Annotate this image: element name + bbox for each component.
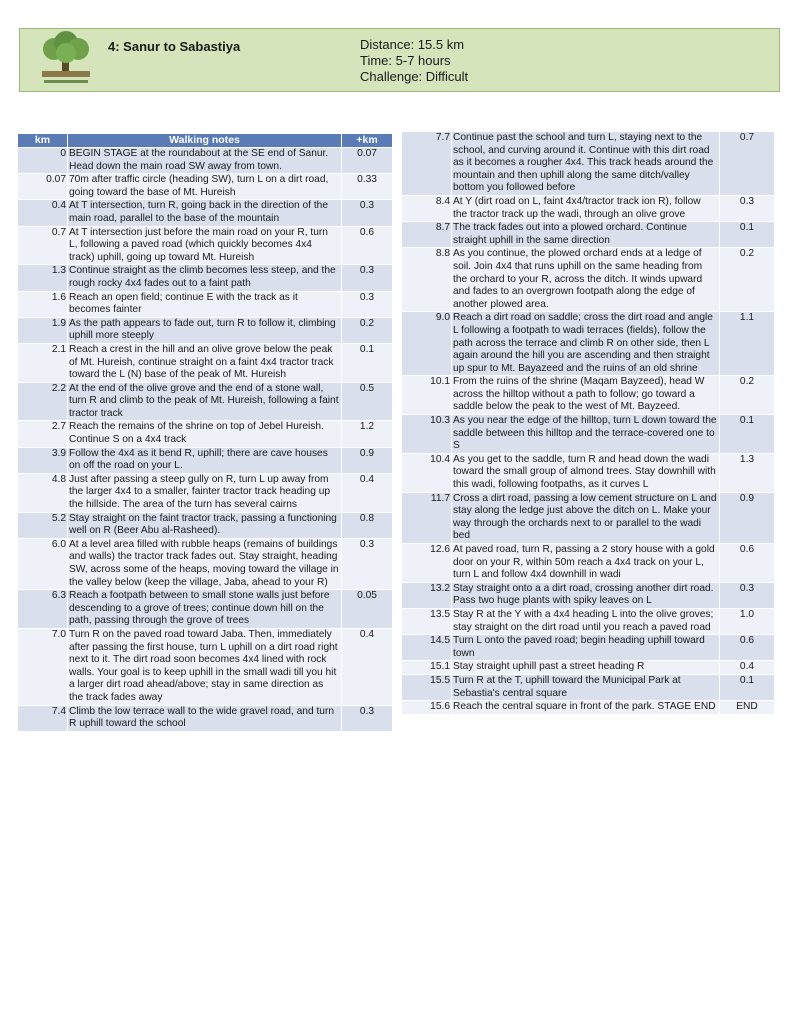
- km-cell: 1.6: [18, 291, 68, 317]
- note-cell: Reach a dirt road on saddle; cross the dirt road and angle L following a footpath to wadi terraces (fields), follow the path across the terrace and climb R on other side, then L again around the hill you are ascending and then straight up spur to Mt. Bayazeed and the ruins of an old shrine: [452, 312, 720, 376]
- table-row: [18, 343, 393, 382]
- table-row: [18, 421, 393, 447]
- walking-notes-table-left: [17, 133, 393, 732]
- note-cell: Reach a crest in the hill and an olive grove below the peak of Mt. Hureish, continue straight on a faint 4x4 tractor track toward the L (N) base of the peak of Mt. Hureish: [68, 343, 342, 382]
- note-cell: Continue straight as the climb becomes less steep, and the rough rocky 4x4 fades out to a faint path: [68, 265, 342, 291]
- plus-km-cell: 1.1: [720, 312, 775, 376]
- km-cell: 7.0: [18, 628, 68, 705]
- plus-km-cell: 0.1: [342, 343, 393, 382]
- plus-km-cell: 0.6: [720, 635, 775, 661]
- table-row: [18, 447, 393, 473]
- table-row: [18, 628, 393, 705]
- note-cell: At the end of the olive grove and the end of a stone wall, turn R and climb to the peak of Mt. Hureish, following a faint tractor track: [68, 382, 342, 421]
- note-cell: Continue past the school and turn L, staying next to the school, and curving around it. Continue with this dirt road as it becomes a rougher 4x4. This track heads around the mountain and then uphill along the same ditch/valley bottom you followed before: [452, 132, 720, 196]
- table-row: [18, 265, 393, 291]
- note-cell: At paved road, turn R, passing a 2 story house with a gold door on your R, within 50m reach a 4x4 track on your L, turn L and follow 4x4 downhill in wadi: [452, 544, 720, 583]
- table-row: [402, 608, 775, 634]
- plus-km-cell: 0.1: [720, 222, 775, 248]
- table-row: [402, 453, 775, 492]
- note-cell: Turn L onto the paved road; begin heading uphill toward town: [452, 635, 720, 661]
- km-cell: 15.1: [402, 661, 452, 675]
- walking-notes-table-right: [401, 131, 775, 715]
- note-cell: Turn R on the paved road toward Jaba. Then, immediately after passing the first house, turn L uphill on a dirt road right next to it. The dirt road soon becomes 4x4 lined with rock walls. Your goal is to keep uphill in the small wadi till you hit a larger dirt road ahead/above; stay in same direction as the track fades away: [68, 628, 342, 705]
- km-cell: 8.4: [402, 195, 452, 221]
- table-row: [402, 415, 775, 454]
- note-cell: Reach the remains of the shrine on top of Jebel Hureish. Continue S on a 4x4 track: [68, 421, 342, 447]
- plus-km-cell: 1.3: [720, 453, 775, 492]
- km-cell: 15.5: [402, 674, 452, 700]
- plus-km-cell: 0.3: [720, 195, 775, 221]
- table-row: [18, 705, 393, 731]
- plus-km-cell: 0.1: [720, 415, 775, 454]
- plus-km-cell: 0.33: [342, 174, 393, 200]
- table-row: [402, 701, 775, 715]
- note-cell: 70m after traffic circle (heading SW), turn L on a dirt road, going toward the base of Mt. Hureish: [68, 174, 342, 200]
- km-cell: 8.7: [402, 222, 452, 248]
- plus-km-cell: 0.7: [720, 132, 775, 196]
- km-cell: 12.6: [402, 544, 452, 583]
- plus-km-cell: 0.6: [342, 226, 393, 265]
- distance-text: Distance: 15.5 km: [360, 37, 465, 52]
- note-cell: Stay straight onto a a dirt road, crossing another dirt road. Pass two huge plants with spiky leaves on L: [452, 582, 720, 608]
- notes-header: Walking notes: [68, 134, 342, 148]
- plus-km-cell: END: [720, 701, 775, 715]
- note-cell: As you get to the saddle, turn R and head down the wadi toward the small group of almond trees. Stay downhill with this wadi, following footpaths, as it curves L: [452, 453, 720, 492]
- table-row: [402, 661, 775, 675]
- km-cell: 7.4: [18, 705, 68, 731]
- km-cell: 4.8: [18, 473, 68, 512]
- table-row: [402, 312, 775, 376]
- km-cell: 7.7: [402, 132, 452, 196]
- table-row: [402, 582, 775, 608]
- plus-km-cell: 0.3: [342, 200, 393, 226]
- km-cell: 0.07: [18, 174, 68, 200]
- km-cell: 2.2: [18, 382, 68, 421]
- plus-km-header: +km: [342, 134, 393, 148]
- table-row: [402, 544, 775, 583]
- plus-km-cell: 0.3: [342, 265, 393, 291]
- plus-km-cell: 0.2: [720, 376, 775, 415]
- km-cell: 0.7: [18, 226, 68, 265]
- plus-km-cell: 0.2: [720, 248, 775, 312]
- km-header: km: [18, 134, 68, 148]
- note-cell: Climb the low terrace wall to the wide gravel road, and turn R uphill toward the school: [68, 705, 342, 731]
- plus-km-cell: 0.05: [342, 590, 393, 629]
- note-cell: As you continue, the plowed orchard ends at a ledge of soil. Join 4x4 that runs uphill on the same heading from the orchard to your R, across the ditch. It winds upward and fades to an overgrown footpath along the edge of another plowed area.: [452, 248, 720, 312]
- plus-km-cell: 0.4: [342, 628, 393, 705]
- note-cell: At T intersection, turn R, going back in the direction of the main road, parallel to the base of the mountain: [68, 200, 342, 226]
- table-row: [402, 222, 775, 248]
- plus-km-cell: 0.3: [342, 705, 393, 731]
- km-cell: 2.1: [18, 343, 68, 382]
- note-cell: Reach the central square in front of the park. STAGE END: [452, 701, 720, 715]
- km-cell: 10.3: [402, 415, 452, 454]
- table-row: [18, 226, 393, 265]
- plus-km-cell: 0.5: [342, 382, 393, 421]
- note-cell: Just after passing a steep gully on R, turn L up away from the larger 4x4 to a smaller, fainter tractor track heading up the hillside. The area of the turn has several cairns: [68, 473, 342, 512]
- plus-km-cell: 0.9: [720, 492, 775, 543]
- km-cell: 8.8: [402, 248, 452, 312]
- note-cell: From the ruins of the shrine (Maqam Bayzeed), head W across the hilltop without a path to follow; go toward a saddle below the peak to the west of Mt. Bayzeed.: [452, 376, 720, 415]
- plus-km-cell: 0.2: [342, 317, 393, 343]
- table-row: [18, 291, 393, 317]
- table-row: [402, 195, 775, 221]
- km-cell: 5.2: [18, 512, 68, 538]
- plus-km-cell: 0.9: [342, 447, 393, 473]
- km-cell: 14.5: [402, 635, 452, 661]
- table-row: [18, 382, 393, 421]
- plus-km-cell: 0.6: [720, 544, 775, 583]
- km-cell: 6.3: [18, 590, 68, 629]
- km-cell: 9.0: [402, 312, 452, 376]
- table-row: [18, 512, 393, 538]
- stage-header: [19, 28, 780, 92]
- table-row: [18, 174, 393, 200]
- km-cell: 13.5: [402, 608, 452, 634]
- km-cell: 2.7: [18, 421, 68, 447]
- note-cell: At Y (dirt road on L, faint 4x4/tractor track ion R), follow the tractor track up the wadi, through an olive grove: [452, 195, 720, 221]
- note-cell: Turn R at the T, uphill toward the Municipal Park at Sebastia's central square: [452, 674, 720, 700]
- table-row: [402, 492, 775, 543]
- table-row: [402, 376, 775, 415]
- plus-km-cell: 0.07: [342, 148, 393, 174]
- note-cell: Cross a dirt road, passing a low cement structure on L and stay along the ledge just above the ditch on L. Make your way through the orchards next to or parallel to the wadi bed: [452, 492, 720, 543]
- table-row: [18, 200, 393, 226]
- table-row: [18, 590, 393, 629]
- stage-stats: [360, 37, 468, 85]
- km-cell: 1.9: [18, 317, 68, 343]
- note-cell: BEGIN STAGE at the roundabout at the SE end of Sanur. Head down the main road SW away from town.: [68, 148, 342, 174]
- plus-km-cell: 0.3: [342, 538, 393, 589]
- km-cell: 0.4: [18, 200, 68, 226]
- note-cell: Stay straight uphill past a street heading R: [452, 661, 720, 675]
- table-row: [18, 317, 393, 343]
- km-cell: 11.7: [402, 492, 452, 543]
- note-cell: Follow the 4x4 as it bend R, uphill; there are cave houses on off the road on your L.: [68, 447, 342, 473]
- km-cell: 10.1: [402, 376, 452, 415]
- challenge-text: Challenge: Difficult: [360, 69, 469, 84]
- km-cell: 10.4: [402, 453, 452, 492]
- note-cell: At a level area filled with rubble heaps (remains of buildings and walls) the tractor track fades out. Stay straight, heading SW, across some of the heaps, moving toward the village in the valley below (keep the village, Jaba, ahead to your R): [68, 538, 342, 589]
- note-cell: At T intersection just before the main road on your R, turn L, following a paved road (which quickly becomes 4x4 track) uphill, going up toward Mt. Hureish: [68, 226, 342, 265]
- plus-km-cell: 0.8: [342, 512, 393, 538]
- stage-title: 4: Sanur to Sabastiya: [108, 39, 241, 54]
- table-row: [18, 538, 393, 589]
- note-cell: Reach an open field; continue E with the track as it becomes fainter: [68, 291, 342, 317]
- plus-km-cell: 1.2: [342, 421, 393, 447]
- note-cell: As you near the edge of the hilltop, turn L down toward the saddle between this hilltop and the terrace-covered one to S: [452, 415, 720, 454]
- km-cell: 1.3: [18, 265, 68, 291]
- note-cell: The track fades out into a plowed orchard. Continue straight uphill in the same direction: [452, 222, 720, 248]
- km-cell: 15.6: [402, 701, 452, 715]
- table-row: [402, 674, 775, 700]
- plus-km-cell: 0.1: [720, 674, 775, 700]
- note-cell: Reach a footpath between to small stone walls just before descending to a grove of trees; continue down hill on the path, passing through the grove of trees: [68, 590, 342, 629]
- note-cell: Stay R at the Y with a 4x4 heading L into the olive groves; stay straight on the dirt road until you reach a paved road: [452, 608, 720, 634]
- km-cell: 13.2: [402, 582, 452, 608]
- table-row: [18, 473, 393, 512]
- km-cell: 0: [18, 148, 68, 174]
- table-row: [402, 248, 775, 312]
- table-row: [402, 132, 775, 196]
- time-text: Time: 5-7 hours: [360, 53, 451, 68]
- table-row: [18, 148, 393, 174]
- km-cell: 6.0: [18, 538, 68, 589]
- tree-logo-icon: [34, 31, 98, 89]
- table-row: [402, 635, 775, 661]
- plus-km-cell: 0.4: [720, 661, 775, 675]
- plus-km-cell: 1.0: [720, 608, 775, 634]
- plus-km-cell: 0.3: [342, 291, 393, 317]
- plus-km-cell: 0.4: [342, 473, 393, 512]
- table-header-row: [18, 134, 393, 148]
- plus-km-cell: 0.3: [720, 582, 775, 608]
- note-cell: As the path appears to fade out, turn R to follow it, climbing uphill more steeply: [68, 317, 342, 343]
- note-cell: Stay straight on the faint tractor track, passing a functioning well on R (Beer Abu al-Rasheed).: [68, 512, 342, 538]
- km-cell: 3.9: [18, 447, 68, 473]
